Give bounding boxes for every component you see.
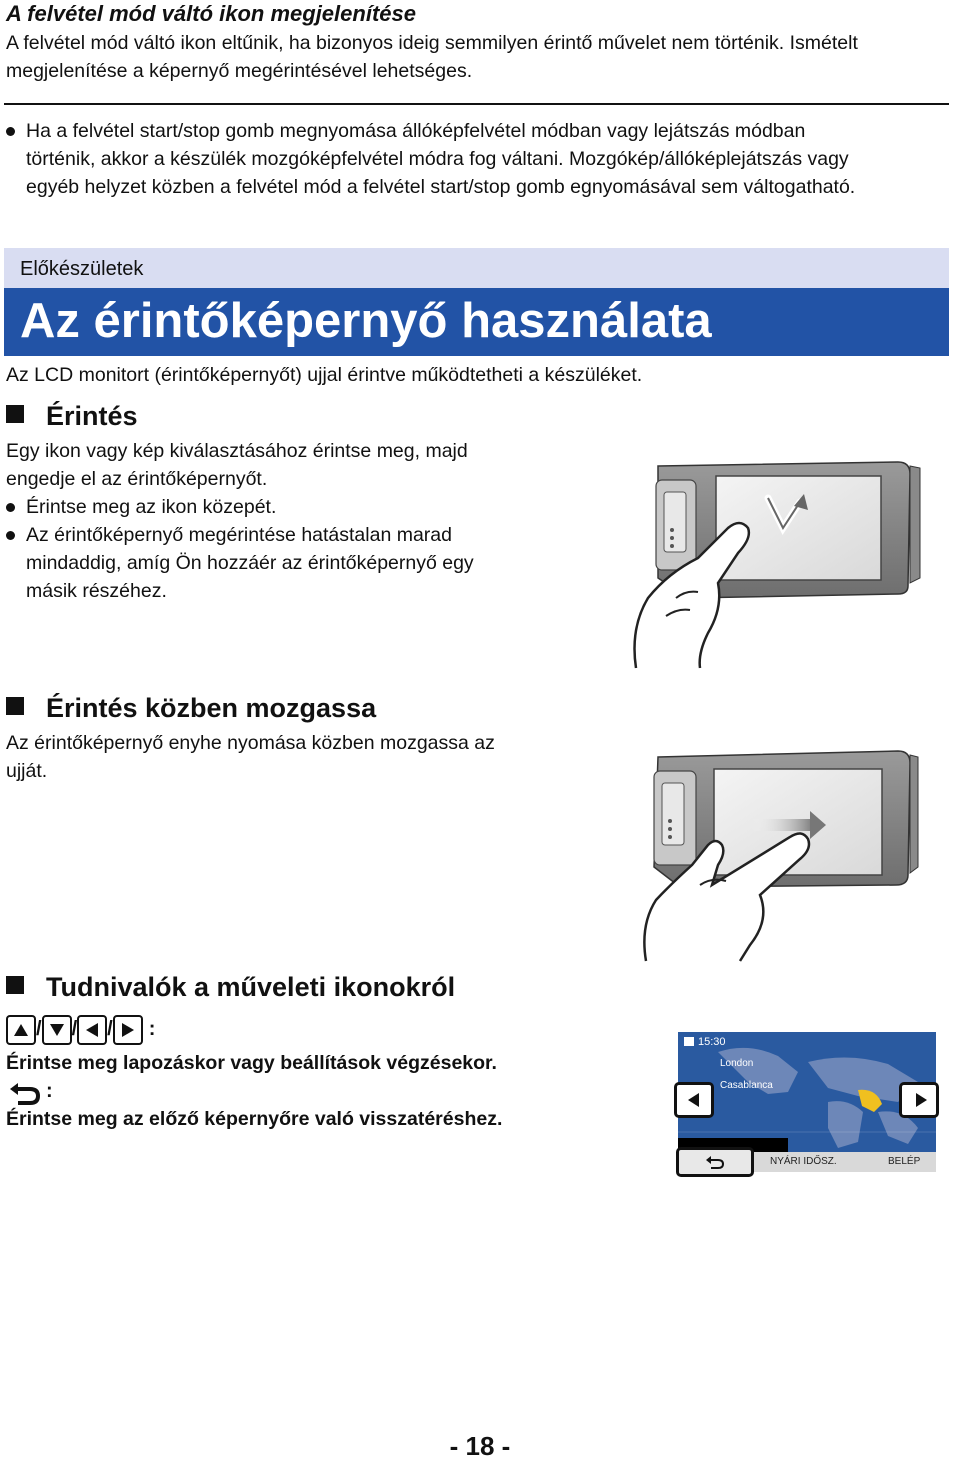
arrow-icons-row xyxy=(6,1014,155,1045)
summer-time-button[interactable]: NYÁRI IDŐSZ. xyxy=(770,1156,837,1167)
touch-line-1: Egy ikon vagy kép kiválasztásához érintse meg, majd xyxy=(6,440,468,462)
separator: / xyxy=(107,1018,113,1040)
slide-line-2: ujját. xyxy=(6,760,48,782)
slide-line-1: Az érintőképernyő enyhe nyomása közben mozgassa az xyxy=(6,732,495,754)
icons-heading: Tudnivalók a műveleti ikonokról xyxy=(46,972,456,1002)
hinge-panel xyxy=(664,492,686,552)
slide-trail xyxy=(752,819,814,831)
section-title-band xyxy=(4,288,949,356)
intro-bullet-line-1: Ha a felvétel start/stop gomb megnyomása állóképfelvétel módban vagy lejátszás módban xyxy=(26,120,806,142)
touch-illustration xyxy=(628,458,923,670)
touch-line-2: engedje el az érintőképernyőt. xyxy=(6,468,268,490)
return-icon xyxy=(705,1154,725,1170)
hinge-panel xyxy=(662,783,684,845)
arrow-left-icon xyxy=(77,1015,107,1045)
bullet-dot xyxy=(6,503,15,512)
arrow-right-icon xyxy=(913,1092,929,1108)
bullet-dot xyxy=(6,531,15,540)
section-intro: Az LCD monitort (érintőképernyőt) ujjal érintve működtetheti a készüléket. xyxy=(6,364,643,386)
touch-bullet-1 xyxy=(4,493,564,521)
screen-return-button[interactable] xyxy=(676,1147,754,1177)
page-title: Az érintőképernyő használata xyxy=(20,294,712,348)
divider xyxy=(4,103,949,105)
intro-heading: A felvétel mód váltó ikon megjelenítése xyxy=(6,1,416,26)
arrow-down-icon xyxy=(42,1015,72,1045)
touch-bullet-2-line-2: mindaddig, amíg Ön hozzáér az érintőképernyő egy xyxy=(26,552,474,574)
city-casablanca: Casablanca xyxy=(720,1080,773,1091)
colon: : xyxy=(46,1080,53,1102)
slide-illustration xyxy=(640,745,920,963)
square-bullet-icon xyxy=(6,405,24,423)
return-icon xyxy=(8,1079,42,1105)
time-row xyxy=(684,1036,726,1048)
screen-right-button[interactable] xyxy=(899,1082,939,1118)
section-band xyxy=(4,248,949,288)
section-label: Előkészületek xyxy=(20,258,144,280)
touch-bullet-2-line-1: Az érintőképernyő megérintése hatástalan marad xyxy=(26,524,452,546)
touch-bullet-2-line-3: másik részéhez. xyxy=(26,580,167,602)
intro-bullet-line-2: történik, akkor a készülék mozgóképfelvétel módra fog váltani. Mozgókép/állóképlejátszás vagy xyxy=(26,148,849,170)
touch-bullet-1-line-1: Érintse meg az ikon közepét. xyxy=(26,496,277,518)
intro-text-line-1: A felvétel mód váltó ikon eltűnik, ha bizonyos ideig semmilyen érintő művelet nem történik. Ismételt xyxy=(6,32,858,54)
screen-left-button[interactable] xyxy=(674,1082,714,1118)
slide-heading: Érintés közben mozgassa xyxy=(46,693,377,723)
arrow-up-icon xyxy=(6,1015,36,1045)
camera-side xyxy=(910,466,920,583)
back-description: Érintse meg az előző képernyőre való visszatéréshez. xyxy=(6,1108,503,1130)
home-icon xyxy=(684,1037,694,1046)
arrow-right-icon xyxy=(113,1015,143,1045)
touch-bullet-2 xyxy=(4,521,564,605)
colon: : xyxy=(148,1018,156,1040)
time-value: 15:30 xyxy=(698,1036,726,1048)
intro-bullet-line-3: egyéb helyzet közben a felvétel mód a felvétel start/stop gomb egnyomásával sem váltogatható. xyxy=(26,176,856,198)
camera-side xyxy=(910,755,918,873)
intro-text-line-2: megjelenítése a képernyő megérintésével lehetséges. xyxy=(6,60,473,82)
square-bullet-icon xyxy=(6,976,24,994)
arrow-left-icon xyxy=(686,1092,702,1108)
separator: / xyxy=(71,1018,78,1040)
city-london: London xyxy=(720,1058,754,1069)
bullet-dot xyxy=(6,127,15,136)
intro-bullet xyxy=(4,117,949,201)
arrows-description: Érintse meg lapozáskor vagy beállítások végzésekor. xyxy=(6,1052,497,1074)
icons-heading-row xyxy=(6,971,455,1003)
square-bullet-icon xyxy=(6,697,24,715)
page-number: - 18 - xyxy=(449,1431,511,1461)
touch-heading: Érintés xyxy=(46,401,138,431)
touch-heading-row xyxy=(6,400,138,432)
separator: / xyxy=(36,1018,42,1040)
enter-button[interactable]: BELÉP xyxy=(888,1156,921,1167)
slide-heading-row xyxy=(6,692,376,724)
return-icon-row xyxy=(8,1077,53,1105)
